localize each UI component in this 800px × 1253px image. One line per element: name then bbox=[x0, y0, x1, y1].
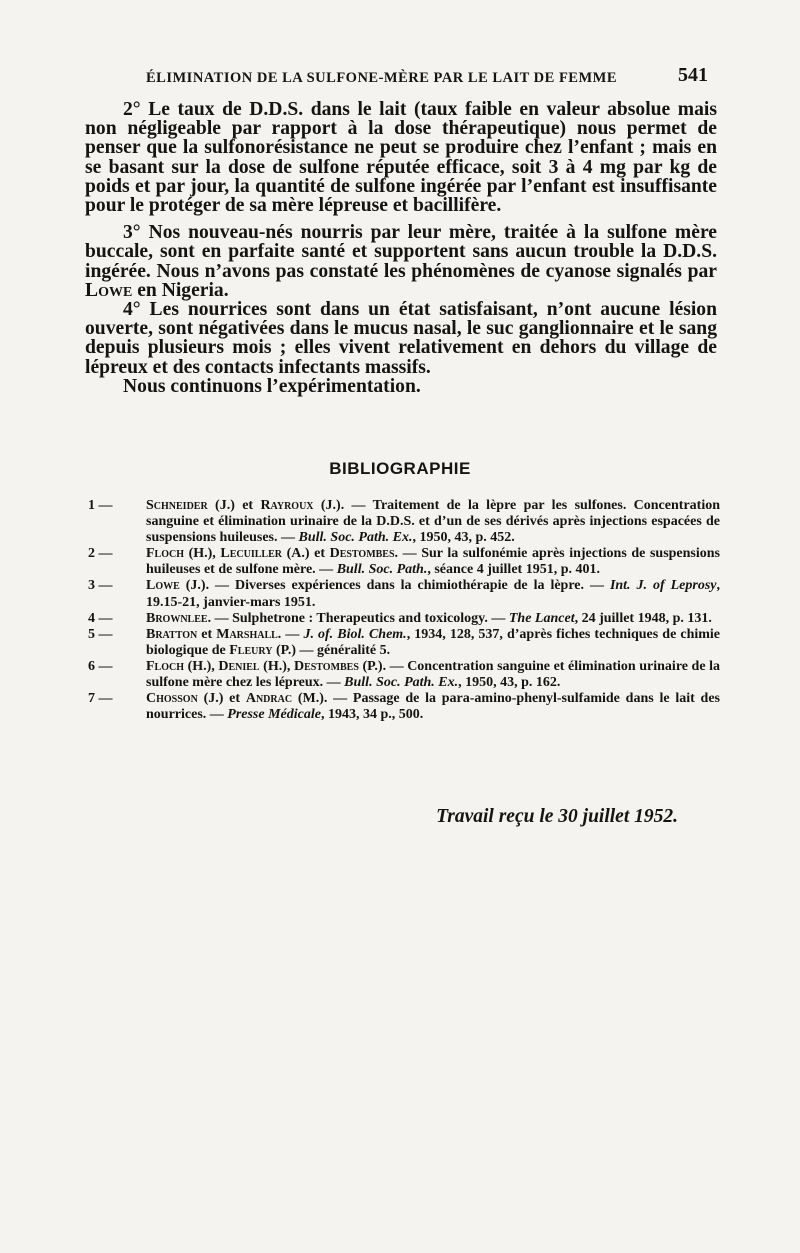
bibliography-entry-number: 3 — bbox=[88, 578, 113, 594]
bibliography-text: (J.). — Diverses expériences dans la chimiothérapie de la lèpre. — bbox=[179, 578, 610, 594]
received-date-note: Travail reçu le 30 juillet 1952. bbox=[436, 806, 678, 827]
paragraph-conclusion: Nous continuons l’expérimentation. bbox=[123, 375, 421, 397]
bibliography-entry-number: 1 — bbox=[88, 498, 113, 513]
bibliography-text: (M.). — Passage de la para-amino-phenyl-sulfamide dans le lait des nourrices. — bbox=[146, 691, 721, 723]
page-number: 541 bbox=[678, 64, 708, 86]
bibliography-journal: Int. J. of Leprosy bbox=[609, 578, 717, 594]
paragraph-point-3 bbox=[85, 223, 717, 300]
bibliography-text: (P.) — généralité 5. bbox=[272, 642, 391, 658]
paragraph-point-3-text: 3° Nos nouveau-nés nourris par leur mère, traitée à la sulfone mère buccale, sont en parfaite santé et supportent sans aucun trouble la D.D.S. ingérée. Nous n’avons pas constaté les phénomènes de cyanose signalés par bbox=[85, 222, 717, 282]
bibliography-heading: BIBLIOGRAPHIE bbox=[329, 459, 471, 478]
bibliography-journal: J. of. Biol. Chem. bbox=[303, 626, 407, 642]
bibliography-entry bbox=[88, 498, 720, 546]
bibliography-text: . — bbox=[277, 626, 304, 642]
bibliography-entry bbox=[88, 691, 720, 723]
bibliography-author: Floch bbox=[146, 546, 184, 562]
bibliography-text: (J.) et bbox=[197, 691, 246, 707]
bibliography-author: Bratton bbox=[146, 626, 198, 642]
bibliography-text: , séance 4 juillet 1951, p. 401. bbox=[427, 562, 600, 578]
bibliography-author: Brownlee bbox=[146, 610, 208, 626]
bibliography-author: Deniel bbox=[218, 658, 260, 674]
bibliography-text: (J.). — Traitement de la lèpre par les sulfones. Concentration sanguine et élimination urinaire de la D.D.S. et d’un de ses dérivés après injections espacées de suspensions huileuses. — bbox=[146, 498, 720, 546]
bibliography-journal: Bull. Soc. Path. bbox=[336, 562, 428, 578]
bibliography-text: (P.). — Concentration sanguine et élimination urinaire de la sulfone mère chez les lépreux. — bbox=[146, 658, 721, 691]
bibliography-entry bbox=[88, 659, 720, 691]
bibliography-text: (H.), bbox=[259, 658, 294, 674]
bibliography-entry bbox=[88, 578, 720, 610]
bibliography-author: Lowe bbox=[146, 578, 180, 594]
bibliography-text: , 24 juillet 1948, p. 131. bbox=[574, 610, 712, 626]
bibliography-text: , 1943, 34 p., 500. bbox=[320, 707, 424, 723]
bibliography-text: (A.) et bbox=[281, 546, 330, 562]
bibliography-text: , 1934, 128, 537, d’après fiches techniques de chimie biologique de bbox=[146, 626, 721, 658]
page-header bbox=[88, 64, 708, 94]
paragraph-point-3-end: en Nigeria. bbox=[132, 279, 229, 301]
bibliography-journal: Bull. Soc. Path. Ex. bbox=[298, 530, 413, 546]
bibliography-text: (H.), bbox=[184, 658, 219, 674]
bibliography-text: (J.) et bbox=[207, 498, 261, 513]
bibliography-text: et bbox=[197, 626, 217, 642]
bibliography-author: Lecuiller bbox=[220, 546, 282, 562]
bibliography-entry-number: 6 — bbox=[88, 658, 113, 674]
bibliography-author: Floch bbox=[146, 658, 184, 674]
bibliography-entry-number: 2 — bbox=[88, 546, 113, 562]
bibliography-entry-number: 7 — bbox=[88, 691, 113, 707]
bibliography-entry-number: 5 — bbox=[88, 626, 113, 642]
running-title: ÉLIMINATION DE LA SULFONE-MÈRE PAR LE LAIT DE FEMME bbox=[146, 70, 618, 86]
bibliography-author: Marshall bbox=[216, 626, 278, 642]
bibliography-text: . — Sur la sulfonémie après injections de suspensions huileuses et de sulfone mère. — bbox=[146, 546, 721, 578]
bibliography-list bbox=[88, 498, 720, 723]
bibliography-author: Destombes bbox=[293, 658, 359, 674]
bibliography-entry-number: 4 — bbox=[88, 610, 113, 626]
bibliography-text: (H.), bbox=[184, 546, 221, 562]
bibliography-author: Schneider bbox=[146, 498, 208, 513]
author-name-lowe: Lowe bbox=[85, 279, 133, 301]
bibliography-entry bbox=[88, 546, 720, 578]
bibliography-author: Destombes bbox=[329, 546, 395, 562]
bibliography-journal: The Lancet bbox=[508, 610, 575, 626]
paragraph-point-4: 4° Les nourrices sont dans un état satisfaisant, n’ont aucune lésion ouverte, sont négativées dans le mucus nasal, le suc ganglionnaire et le sang depuis plusieurs mois ; elles vivent relativement en dehors du village de lépreux et des contacts infectants massifs. bbox=[85, 299, 717, 378]
bibliography-journal: Bull. Soc. Path. Ex. bbox=[344, 675, 459, 691]
body-text bbox=[85, 100, 717, 396]
bibliography-text: , 1950, 43, p. 452. bbox=[412, 530, 515, 546]
bibliography-author: Andrac bbox=[245, 691, 293, 707]
bibliography-text: . — Sulphetrone : Therapeutics and toxicology. — bbox=[207, 610, 509, 626]
bibliography-journal: Presse Médicale bbox=[227, 707, 321, 723]
bibliography-author: Fleury bbox=[229, 642, 273, 658]
bibliography-entry bbox=[88, 611, 720, 627]
bibliography-text: , 1950, 43, p. 162. bbox=[458, 675, 561, 691]
bibliography-author: Chosson bbox=[146, 691, 198, 707]
paragraph-point-2: 2° Le taux de D.D.S. dans le lait (taux faible en valeur absolue mais non négligeable par rapport à la dose thérapeutique) nous permet de penser que la sulfonorésistance ne peut se produire chez l’enfant ; mais en se basant sur la dose de sulfone réputée efficace, soit 3 à 4 mg par kg de poids et par jour, la quantité de sulfone ingérée par l’enfant est insuffisante pour le protéger de sa mère lépreuse et bacillifère. bbox=[85, 99, 717, 217]
bibliography-author: Rayroux bbox=[260, 498, 314, 513]
bibliography-entry bbox=[88, 627, 720, 659]
bibliography-text: , 19.15-21, janvier-mars 1951. bbox=[146, 578, 720, 610]
